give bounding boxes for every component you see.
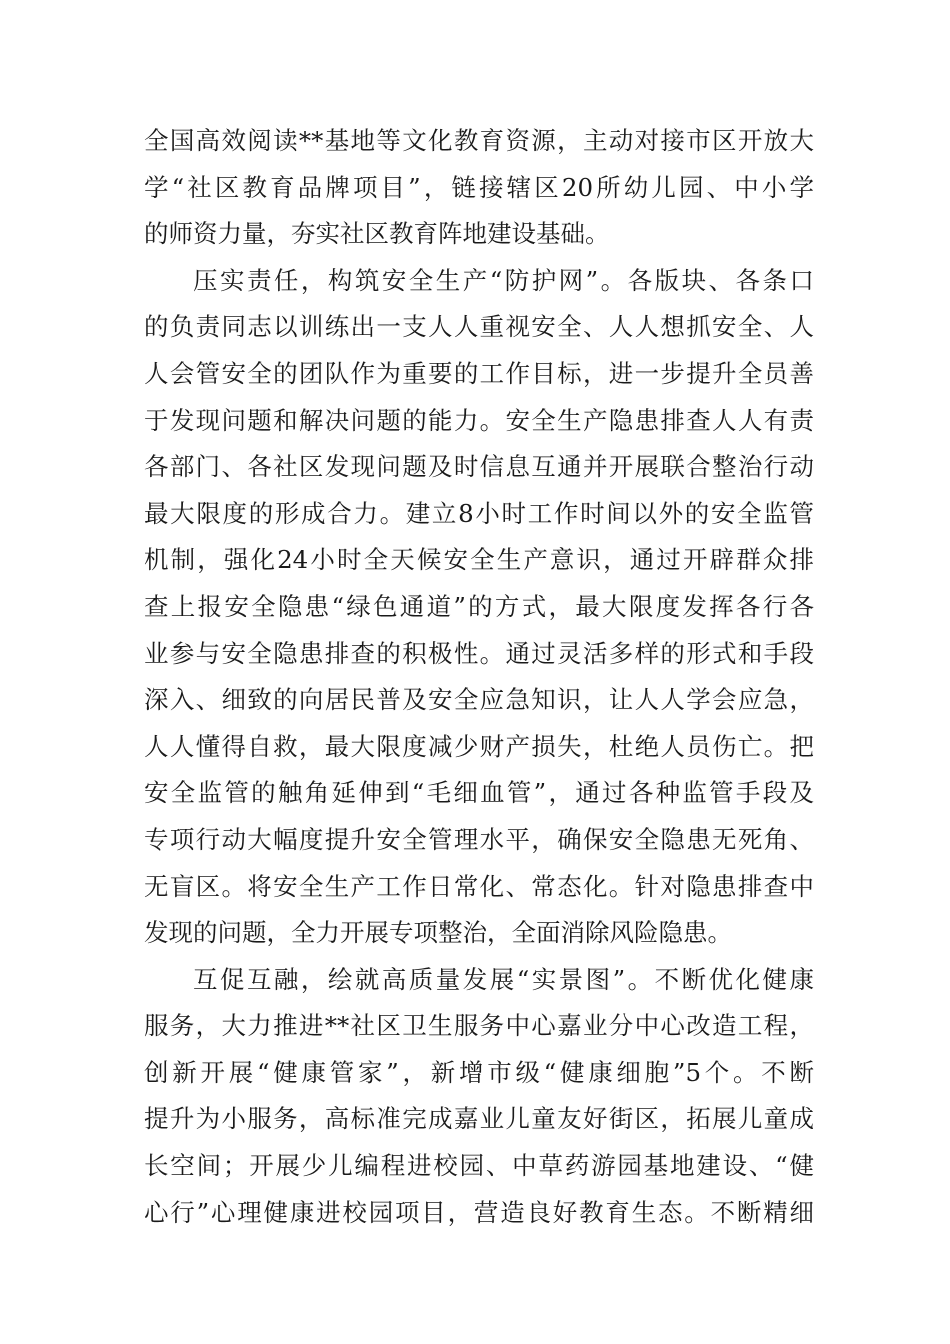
text-line: 的负责同志以训练出一支人人重视安全、人人想抓安全、人 xyxy=(144,312,814,342)
text-line: 查上报安全隐患“绿色通道”的方式，最大限度发挥各行各 xyxy=(144,591,814,621)
paragraph-education-resources xyxy=(144,118,814,258)
text-line: 长空间；开展少儿编程进校园、中草药游园基地建设、“健 xyxy=(144,1151,814,1181)
text-line: 全国高效阅读**基地等文化教育资源，主动对接市区开放大 xyxy=(144,126,814,155)
text-line: 于发现问题和解决问题的能力。安全生产隐患排查人人有责 xyxy=(144,405,814,435)
text-line: 人人懂得自救，最大限度减少财产损失，杜绝人员伤亡。把 xyxy=(144,731,814,761)
text-line: 无盲区。将安全生产工作日常化、常态化。针对隐患排查中 xyxy=(144,871,814,901)
text-line: 发现的问题，全力开展专项整治，全面消除风险隐患。 xyxy=(144,918,732,948)
paragraph-safety-responsibility xyxy=(144,258,814,957)
text-line: 提升为小服务，高标准完成嘉业儿童友好街区，拓展儿童成 xyxy=(144,1104,814,1134)
text-line: 专项行动大幅度提升安全管理水平，确保安全隐患无死角、 xyxy=(144,824,814,854)
paragraph-integrated-development xyxy=(144,957,814,1237)
text-line: 服务，大力推进**社区卫生服务中心嘉业分中心改造工程， xyxy=(144,1011,814,1041)
text-line: 各部门、各社区发现问题及时信息互通并开展联合整治行动 xyxy=(144,452,814,482)
text-line: 业参与安全隐患排查的积极性。通过灵活多样的形式和手段 xyxy=(144,638,814,668)
text-line: 最大限度的形成合力。建立8小时工作时间以外的安全监管 xyxy=(144,498,814,528)
text-line: 学“社区教育品牌项目”，链接辖区20所幼儿园、中小学 xyxy=(144,172,814,202)
text-line: 的师资力量，夯实社区教育阵地建设基础。 xyxy=(144,219,610,249)
text-line: 机制，强化24小时全天候安全生产意识，通过开辟群众排 xyxy=(144,545,814,575)
document-body xyxy=(144,118,814,1236)
text-line: 安全监管的触角延伸到“毛细血管”，通过各种监管手段及 xyxy=(144,778,814,808)
text-line: 压实责任，构筑安全生产“防护网”。各版块、各条口 xyxy=(193,265,814,295)
text-line: 心行”心理健康进校园项目，营造良好教育生态。不断精细 xyxy=(144,1197,814,1227)
text-line: 深入、细致的向居民普及安全应急知识，让人人学会应急， xyxy=(144,685,814,715)
text-line: 人会管安全的团队作为重要的工作目标，进一步提升全员善 xyxy=(144,358,814,388)
text-line: 创新开展“健康管家”，新增市级“健康细胞”5个。不断 xyxy=(144,1057,814,1087)
text-line: 互促互融，绘就高质量发展“实景图”。不断优化健康 xyxy=(193,964,814,994)
